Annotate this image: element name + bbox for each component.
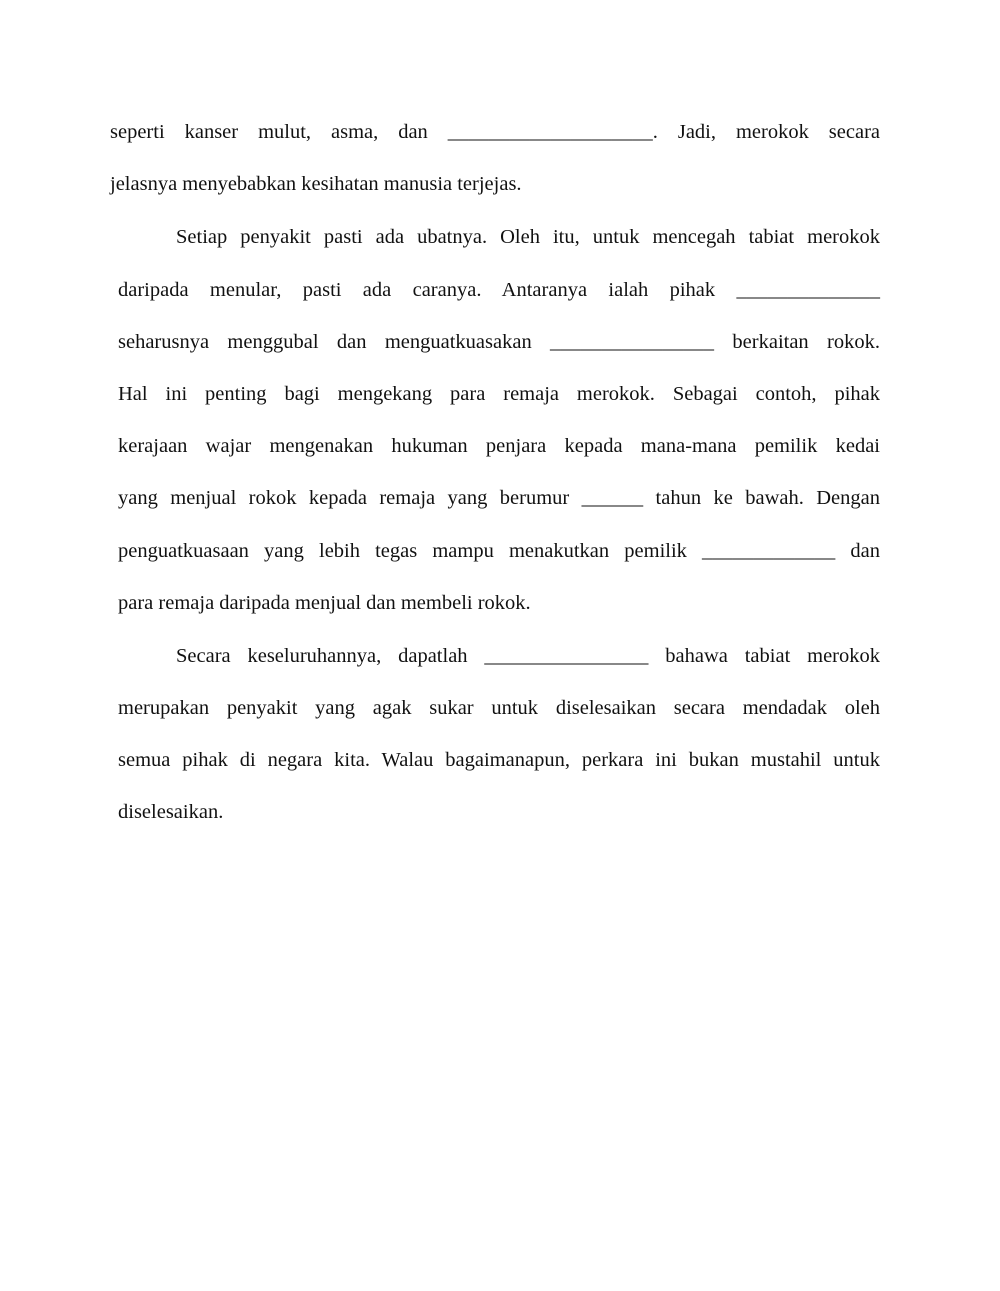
text-line: Setiap penyakit pasti ada ubatnya. Oleh itu, untuk mencegah tabiat merokok (176, 226, 880, 248)
text-line: Secara keseluruhannya, dapatlah ________________ bahawa tabiat merokok (176, 645, 880, 667)
text-line: kerajaan wajar mengenakan hukuman penjara kepada mana-mana pemilik kedai (118, 435, 880, 457)
text-line: jelasnya menyebabkan kesihatan manusia terjejas. (110, 173, 522, 195)
text-line: seperti kanser mulut, asma, dan ____________________. Jadi, merokok secara (110, 121, 880, 143)
text-line: diselesaikan. (118, 801, 224, 823)
text-line: penguatkuasaan yang lebih tegas mampu menakutkan pemilik _____________ dan (118, 540, 880, 562)
text-line: yang menjual rokok kepada remaja yang berumur ______ tahun ke bawah. Dengan (118, 487, 880, 509)
text-line: Hal ini penting bagi mengekang para remaja merokok. Sebagai contoh, pihak (118, 383, 880, 405)
text-line: merupakan penyakit yang agak sukar untuk diselesaikan secara mendadak oleh (118, 697, 880, 719)
text-line: seharusnya menggubal dan menguatkuasakan ________________ berkaitan rokok. (118, 331, 880, 353)
text-line: para remaja daripada menjual dan membeli rokok. (118, 592, 531, 614)
text-line: daripada menular, pasti ada caranya. Antaranya ialah pihak ______________ (118, 279, 880, 301)
text-line: semua pihak di negara kita. Walau bagaimanapun, perkara ini bukan mustahil untuk (118, 749, 880, 771)
